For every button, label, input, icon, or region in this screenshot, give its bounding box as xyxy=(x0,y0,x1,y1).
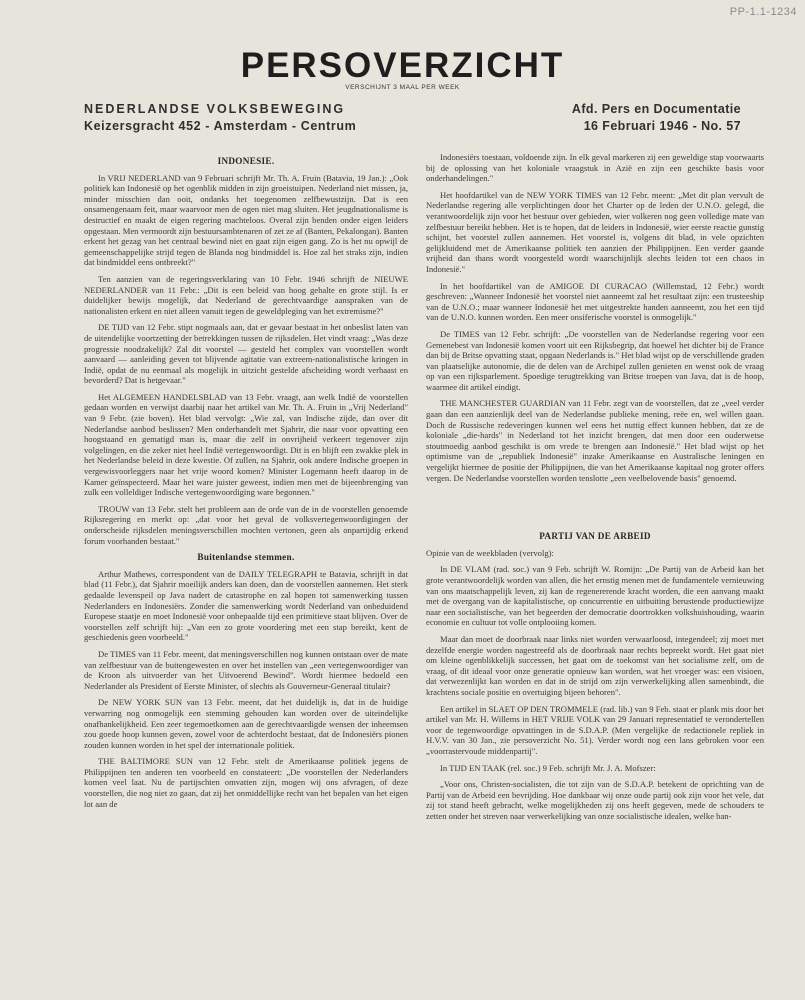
paragraph: In TIJD EN TAAK (rel. soc.) 9 Feb. schrijft Mr. J. A. Mofszer: xyxy=(440,762,656,773)
organisation-name: NEDERLANDSE VOLKSBEWEGING xyxy=(84,102,346,116)
masthead xyxy=(0,46,805,91)
publication-title: PERSOVERZICHT xyxy=(240,46,565,85)
paragraph: Ten aanzien van de regeringsverklaring van 10 Febr. 1946 schrijft de NIEUWE NEDERLANDER van 11 Febr.: „Dit is een beleid van hoog gehalte en grote stijl. Is er duidelijker bewijs mogelijk, dat Nederland de gerechtvaardige aanspraken van de nationalisten erkent en niet alleen vanuit tegen de geweldpleging van het extremisme?" xyxy=(84,273,408,316)
paragraph: De TIMES van 11 Febr. meent, dat meningsverschillen nog kunnen ontstaan over de mate van zelfbestuur van de buitengewesten en over het instellen van „een vertegenwoordiger van de Kroon als uitvoerder van het Uitvoerend Bewind". Wordt hiermee bedoeld een Nederlander als President of Eerste Minister, of slechts als Gouverneur-Generaal titulair? xyxy=(84,648,408,691)
department: Afd. Pers en Documentatie xyxy=(571,102,741,116)
paragraph: In VRIJ NEDERLAND van 9 Februari schrijft Mr. Th. A. Fruin (Batavia, 19 Jan.): „Ook politiek kan Indonesië op het ogenblik midden in zijn groeistuipen. Nederland niet missen, ja, minder misschien dan ooit, ondanks het toegenomen zelfbewustzijn. Dat is een onsamengenaam feit, maar waarvoor men de ogen niet mag sluiten. Het jeugdnationalisme is destructief en maakt de eigen regering machteloos. Overal zijn benden onder eigen leiders opgestaan. Men vermoordt zijn bestuursambtenaren of zet ze af (Banten, Pekalongan). Banten erkent het gezag van het centraal bewind niet en gaat zijn eigen gang. Zo is het nu opwijl de gemeenschappelijke strijd tegen de Blanda nog bindmiddel is. Hoe zal het straks zijn, indien dat bindmiddel eens ontbreekt?" xyxy=(84,172,408,268)
paragraph: Een artikel in SLAET OP DEN TROMMELE (rad. lib.) van 9 Feb. staat er plank mis door het artikel van Mr. H. Willems in HET VRIJE VOLK van 29 Januari representatief te verondertellen voor de tegenwoordige opvattingen in de S.D.A.P. (Men vergelijke de redactionele repliek in H.V.V. van 30 Jan., zie persoverzicht No. 51). Verder wordt nog een lans gebroken voor een „voorrastervoude middenpartij". xyxy=(426,703,764,756)
archive-stamp: PP-1.1-1234 xyxy=(729,6,797,18)
section-heading-indonesie: INDONESIE. xyxy=(217,156,275,166)
right-column xyxy=(426,152,764,827)
issue-date-number: 16 Februari 1946 - No. 57 xyxy=(583,119,741,133)
issue-block xyxy=(572,101,741,135)
paragraph: TROUW van 13 Febr. stelt het probleem aan de orde van de in de voorstellen genoemde Rijksregering en merkt op: „dat voor het geval de volksvertegenwoordigingen der onderscheide rijksdelen meningsverschillen mochten vertonen, geen als onpartijdig erkend forum voorhanden bestaat." xyxy=(84,503,408,546)
section-heading-partij-van-de-arbeid: PARTIJ VAN DE ARBEID xyxy=(539,531,651,542)
paragraph: Arthur Mathews, correspondent van de DAILY TELEGRAPH te Batavia, schrijft in dat blad (11 Febr.), dat Sjahrir moeilijk anders kan doen, dan de voorstellen aannemen. Het sterk gedaalde levenspeil op Java nadert de catastrophe en zal hopen tot samenwerking tussen Nederlanders en Indonesiërs. Zonder die samenwerking wordt Nederland van onbeduidend Europese staatje en moet Indonesië voor onbepaalde tijd een primitieve staat blijven. Over de voorstellen zelf schrijft hij: „Van een zo grote voordering met een stap bereikt, kent de geschiedenis geen voorbeeld." xyxy=(84,568,408,643)
publication-frequency: VERSCHIJNT 3 MAAL PER WEEK xyxy=(345,84,460,91)
paragraph: THE MANCHESTER GUARDIAN van 11 Febr. zegt van de voorstellen, dat ze „veel verder gaan dan een aanzienlijk deel van de Nederlandse publieke mening, reëe en, wel willen gaan. Doch de Russische redeveringen kunnen wel eens het nuttig effect kunnen hebben, dat ze de koloniale „die-hards" in Nederland tot het inzicht brengen, dat men door een ouderwetse stoutmoedig aanbod geschikt is om vrede te brengen aan Indonesië." Het blad wijst op het optimisme van de „republiek Indonesië" inzake Amerikaanse en Australische leningen en vergelijkt hiermee de positie der Philippijnen, die van het Amerikaanse kapitaal nog groter offers vergen. De Nederlandse voorstellen worden tenslotte „een veelbelovende basis" genoemd. xyxy=(426,398,764,483)
left-column xyxy=(84,152,408,815)
paragraph: De NEW YORK SUN van 13 Febr. meent, dat het duidelijk is, dat in de huidige verwarring nog onmogelijk een stemming gehouden kan worden over de uiteindelijke onafhankelijkheid. Een zeer tegemoetkomen aan de gerechtvaardigde wensen der inheemsen zou goede hoop kunnen geven, zowel voor de achterdocht bestaat, dat de Indonesiërs pionen zouden kunnen worden in het spel der internationale politiek. xyxy=(84,697,408,750)
paragraph: „Voor ons, Christen-socialisten, die tot zijn van de S.D.A.P. betekent de oprichting van de Partij van de Arbeid een bevrijding. Hoe dankbaar wij onze oude partij ook zijn voor het vele, dat zij tot stand heeft gebracht, welke mogelijkheden zij ons heeft gegeven, mede de schouders te zetten onder het streven naar verwerkelijking van onze socialistische idealen, welke ban- xyxy=(426,779,764,821)
paragraph: Het ALGEMEEN HANDELSBLAD van 13 Febr. vraagt, aan welk Indië de voorstellen gedaan worden en verwijst daarbij naar het artikel van Mr. Th. A. Fruin in „Vrij Nederland" van 9 Febr. (zie boven). Het blad vervolgt: „Wie zal, van Indische zijde, dan over dit Nederlandse aanbod beslissen? Men onderhandelt met Sjahrir, die naar voor opvatting een hoogstaand en gematigd man is, maar die zelf in onvrijheid verkeert tegenover zijn volgelingen, en die zeker niet heel Indië vertegenwoordigt. Dit is en blijft een zwakke plek in het Nederlandse beleid in deze kwestie. Of zullen, na Sjahrir, ook andere Indische groepen in vergewisvoorleggers naar het vrije woord komen? Minister Logemann heeft daarop in de Kamer geïnspecteerd. Maar het ware juister geweest, indien men met de bijeenbrenging van zulk een volleldiger Indische vertegenwoordiging ware begonnen." xyxy=(84,391,408,498)
section-spacer xyxy=(426,489,764,527)
paragraph: THE BALTIMORE SUN van 12 Febr. stelt de Amerikaanse politiek jegens de Philippijnen ten anderen ten voorbeeld en constateert: „De voorstellen der Nederlanders komen veel laat. Nu de partijschten omvatten zijn, mogen wij ons afvragen, of deze voorstellen, die nog niet zo gaan, dat zij het onmiddellijke recht van het bepalen van het eigen lot aan de xyxy=(84,756,408,809)
organisation-block xyxy=(84,101,356,135)
paragraph: Het hoofdartikel van de NEW YORK TIMES van 12 Febr. meent: „Met dit plan vervult de Nederlandse regering alle verplichtingen door het Charter op de leden der U.N.O. gelegd, die verantwoordelijk zijn voor het bestuur over gebieden, wier volkeren nog geen volledige mate van zelfbestuur bereikt hebben. Het is te hopen, dat de leiders in Indonesië, wier eerste reactie gunstig schijnt, het voorstel zullen aannemen. Het voorstel is, volgens dit blad, in vele opzichten gelijkluidend met de Amerikaanse politiek ten aanzien der Philippijnen. Een verder gaande vrijheid dan thans wordt voorgesteld wordt waarschijnlijk slechts leiden tot een chaos in Indonesië." xyxy=(426,189,764,274)
subheading-buitenlandse-stemmen: Buitenlandse stemmen. xyxy=(197,552,295,563)
organisation-address: Keizersgracht 452 - Amsterdam - Centrum xyxy=(84,119,357,133)
paragraph: Indonesiërs toestaan, voldoende zijn. In elk geval markeren zij een geweldige stap voorwaarts bij de oplossing van het koloniale vraagstuk in Azië en zijn een geschikte basis voor onderhandelingen." xyxy=(426,152,764,184)
paragraph: In DE VLAM (rad. soc.) van 9 Feb. schrijft W. Romijn: „De Partij van de Arbeid kan het grote verantwoordelijk worden van allen, die het ernstig menen met de fundamentele vernieuwing van ons maatschappelijk leven, zij kan de regenererende kracht worden, die een aanvang maakt met de overgang van de kapitalistische, op concurrentie en uitbuiting berustende productiewijze naar een socialistische, van het begeerden der democratie doortrokken volkshuishouding, waarin economie en cultuur tot volle ontplooiing komen. xyxy=(426,564,764,628)
paragraph: De TIMES van 12 Febr. schrijft: „De voorstellen van de Nederlandse regering voor een Gemenebest van Indonesië komen voort uit een Rijksbegrip, dat hoewel het dichter bij de France dan bij de Britse opvatting staat, opgaan Nederlands is." Het blad wijst op de verschillende graden van plaatselijke autonomie, die de delen van de Archipel zullen genieten en wenst ook de vraag op van een rijksparlement. Spoedige terugtrekking van Britse troepen van Java, dat is de hoop, waarmee dit artikel eindigt. xyxy=(426,328,764,392)
paragraph: DE TIJD van 12 Febr. stipt nogmaals aan, dat er gevaar bestaat in het onbeslist laten van de uitendelijke voortzetting der betrekkingen tussen de rijksdelen. Het vindt vraag: „Was deze progressie noodzakelijk? Zal dit voorstel — gesteld het complex van voorstellen wordt aanvaard — aanleiding geven tot blijvende agitatie van extreem-nationalistische kringen in Indië, opdat de nu eenmaal als mogelijk in uitzicht gestelde afscheiding wordt verhaast en bevorderd? Dat is hetgevaar." xyxy=(84,322,408,386)
paragraph: In het hoofdartikel van de AMIGOE DI CURACAO (Willemstad, 12 Febr.) wordt geschreven: „Wanneer Indonesië het voorstel niet aanneemt zal het resultaat zijn: een trusteeship van de U.N.O.; maar wanneer Indonesië het met uitgestrekte handen aanneemt, zou het een tijd van de U.N.O. kunnen worden. Een meer onsiferische voorstel is onmogelijk." xyxy=(426,280,764,323)
section-intro: Opinie van de weekbladen (vervolg): xyxy=(426,547,554,558)
paragraph: Maar dan moet de doorbraak naar links niet worden verwaarloosd, integendeel; zij moet met dezelfde energie worden nagestreefd als de doorbraak naar rechts bepreekt wordt. Het gaat niet om kleine ogenblikkelijk successen, het gaat om de toekomst van het socialisme zelf, om de vraag, of dit ideaal voor onze generatie opnieuw kan worden, wat het vroeger was: een visioen, dat verwezenlijkt kan worden en dat in de strijd om zijn verwerkelijking allen samenbindt, die krachtens sociale positie en overtuiging bijeen behoren". xyxy=(426,633,764,697)
